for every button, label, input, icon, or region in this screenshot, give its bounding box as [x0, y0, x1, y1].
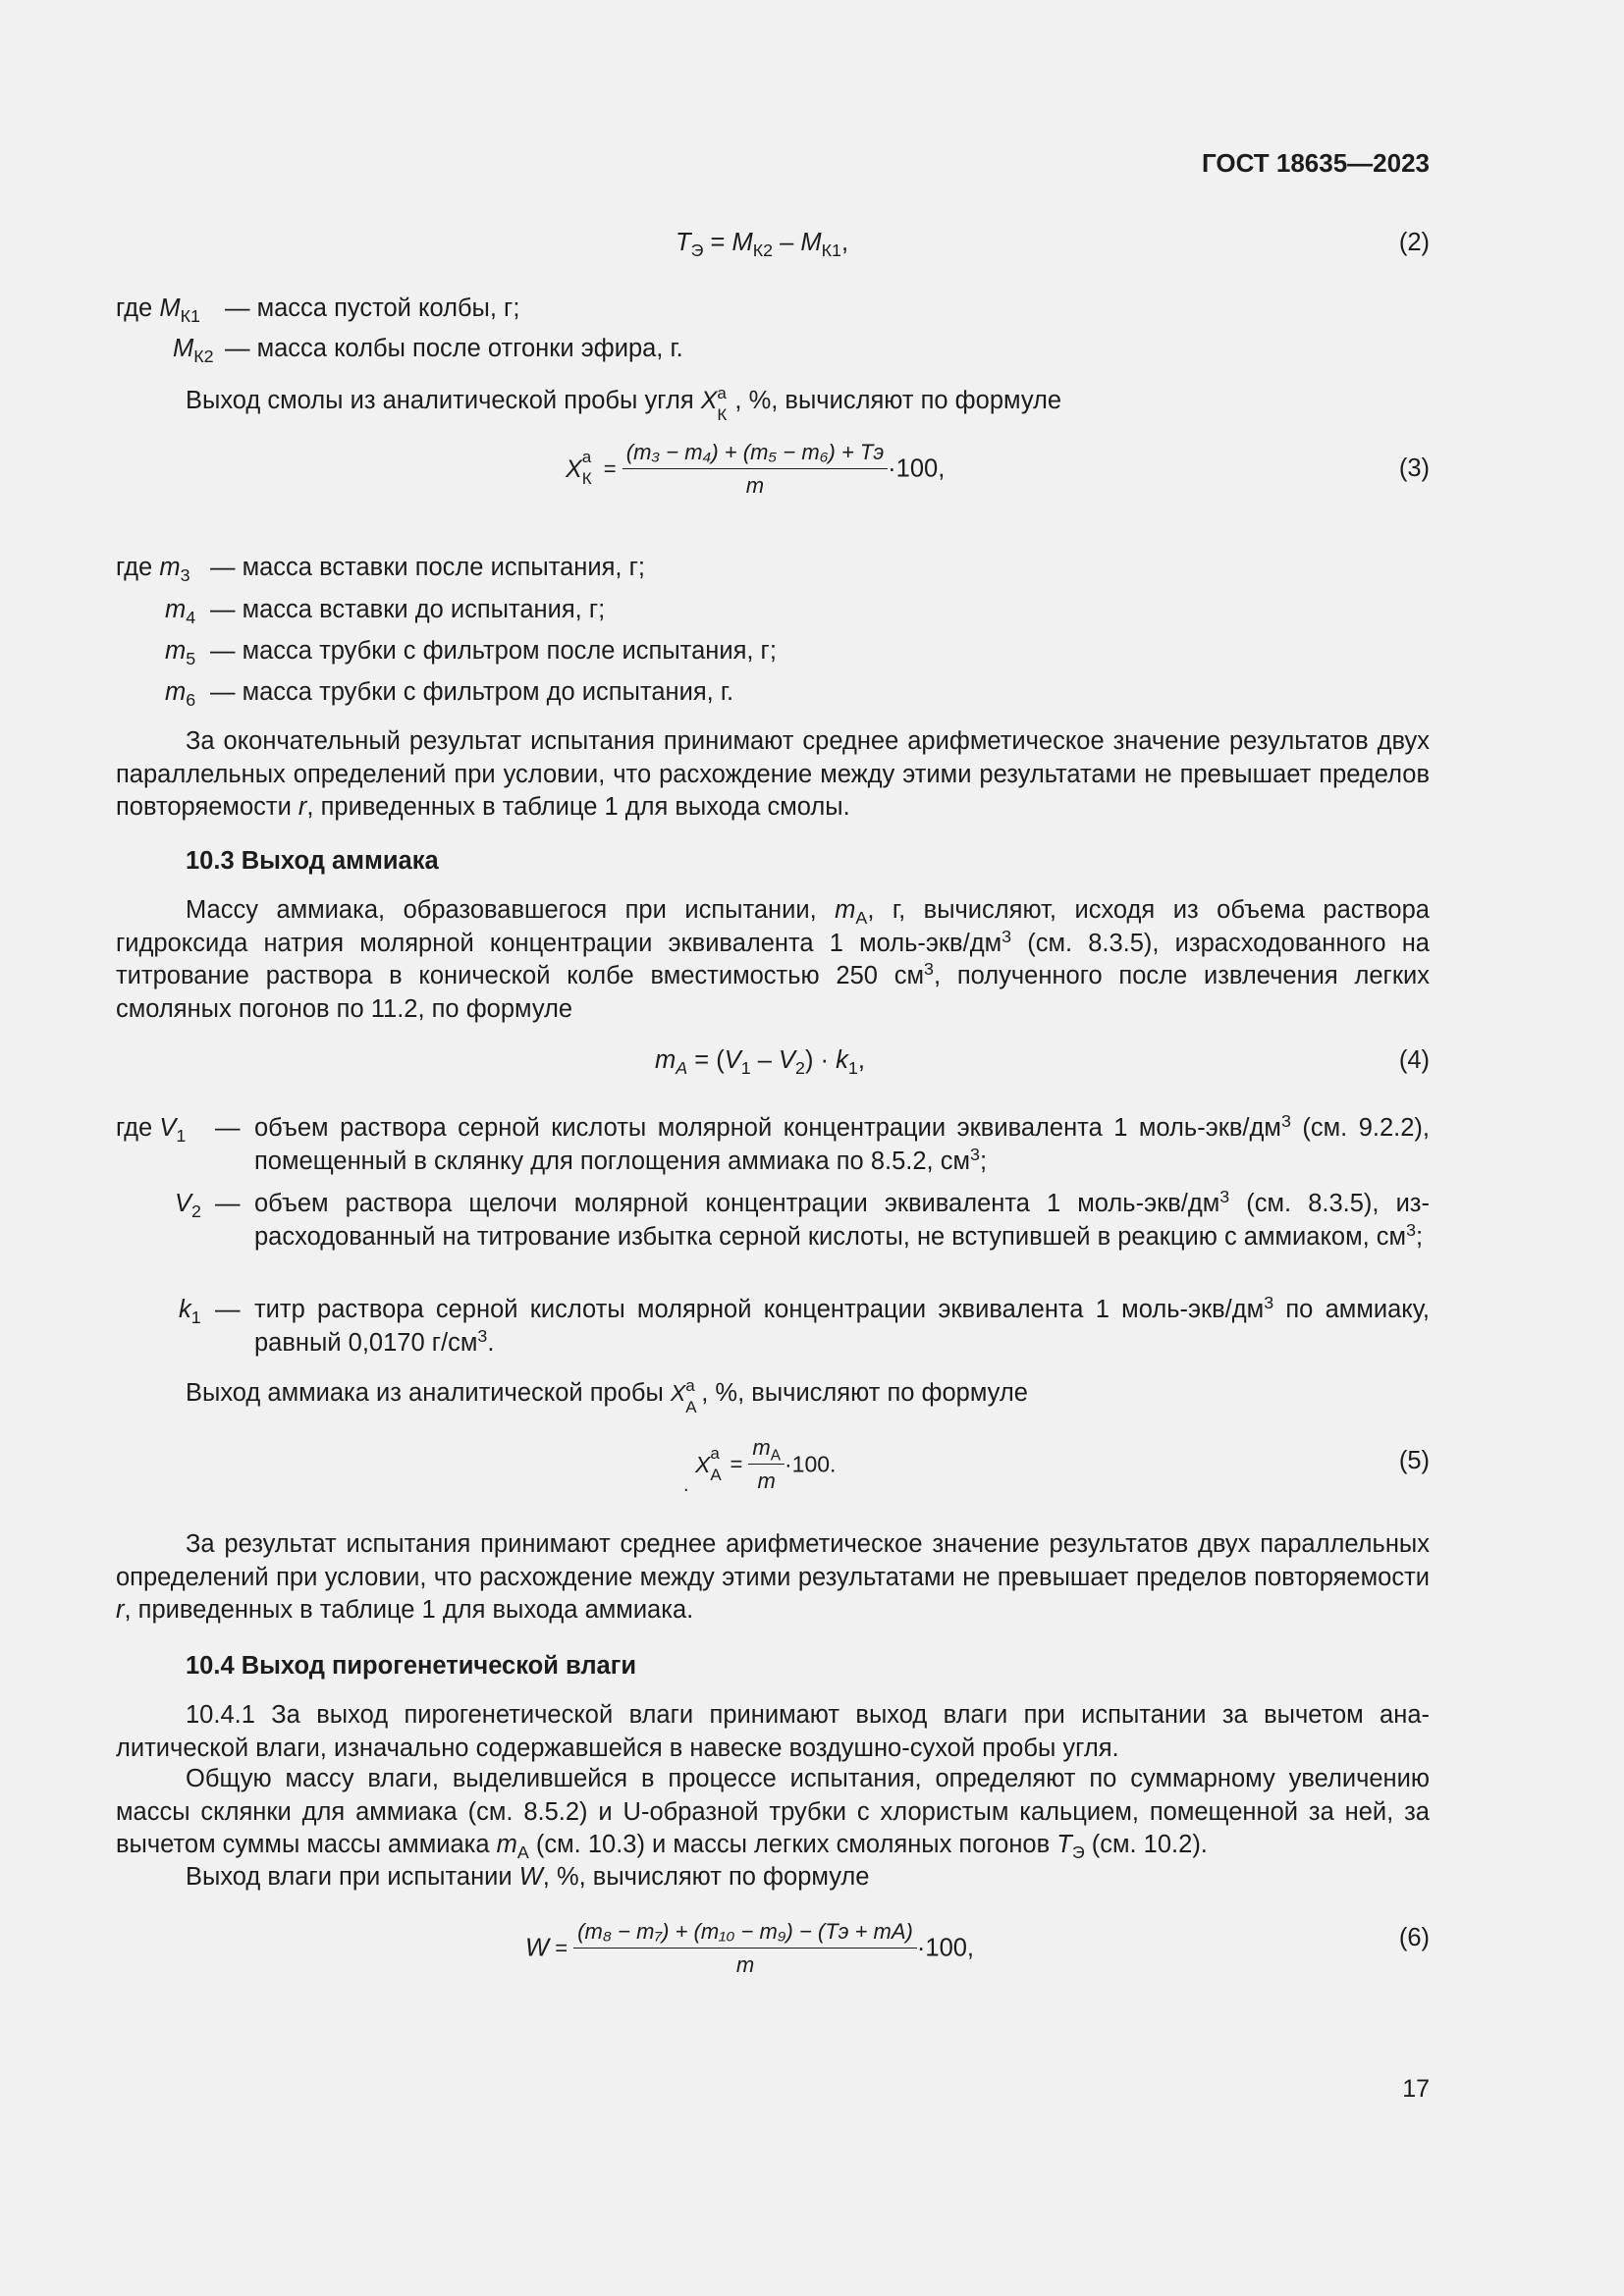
paragraph: За результат испытания принимают среднее арифметическое значение результатов двух параллельных определений при условии, что расхождение между этими результатами не превышает пределов повторяемости r, приведенных в таблице 1 для выхода аммиака. — [116, 1530, 1430, 1624]
where-item: $V_2$ — [175, 1190, 201, 1222]
paragraph: Общую массу влаги, выделившейся в процессе испытания, определяют по суммарному увеличению массы склянки для аммиака (см. 8.5.2) и U-образной трубки с хлористым кальцием, помещенной за ней, за вычетом суммы массы аммиака $m_A$ (см. 10.3) и массы легких смоляных погонов $T_Э$ (см. 10.2). — [116, 1765, 1430, 1863]
where-dash: — — [215, 1296, 241, 1323]
where-item-text: титр раствора серной кислоты молярной концентрации эквивалента 1 моль-$экв/дм^3$ по аммиаку, равный 0,0170 $г/см^3$. — [254, 1293, 1430, 1357]
where-dash: — — [215, 1114, 241, 1142]
equation-number-4: (4) — [1398, 1046, 1430, 1074]
paragraph: Массу аммиака, образовавшегося при испытании, $m_A$, г, вычисляют, исходя из объема раствора гидроксида натрия молярной концентрации эквивалента 1 моль-$экв/дм^3$ (см. 8.3.5), израсходованного на титрование раствора в конической колбе вместимостью 250 $см^3$, полученного после извлечения легких смоляных погонов по 11.2, по формуле — [116, 896, 1430, 1023]
paragraph: 10.4.1 За выход пирогенетической влаги принимают выход влаги при испытании за вычетом аналитической влаги, изначально содержавшейся в навеске воздушно-сухой пробы угля. — [116, 1701, 1430, 1762]
section-heading-10-3: 10.3 Выход аммиака — [186, 847, 439, 875]
stray-dot: . — [683, 1474, 689, 1496]
where-item: где $m_3$ — [116, 554, 190, 586]
where-item: где $V_1$ — [116, 1114, 187, 1147]
where-item-text: — масса вставки до испытания, г; — [210, 596, 606, 623]
where-item: $k_1$ — [179, 1296, 201, 1328]
equation-6: W = $\frac{\text{(m₈ − m₇) + (m₁₀ − m₉) − (Tэ + mA)}}{m}$ ·100, — [525, 1919, 975, 1977]
where-item: $m_5$ — [165, 637, 196, 669]
equation-2: $T_Э = M_{К2} - M_{К1}$, — [676, 229, 849, 261]
where-item-text: — масса пустой колбы, г; — [225, 294, 520, 322]
paragraph: Выход смолы из аналитической пробы угля X а К , %, вычисляют по формуле — [186, 384, 1062, 424]
equation-number-3: (3) — [1398, 454, 1430, 482]
where-item-text: — масса колбы после отгонки эфира, г. — [225, 335, 683, 362]
page-number: 17 — [1402, 2075, 1430, 2103]
where-item: $M_{К2}$ — [173, 335, 214, 367]
where-item-text: объем раствора щелочи молярной концентрации эквивалента 1 моль-$экв/дм^3$ (см. 8.3.5), израсходованный на титрование избытка серной кислоты, не вступившей в реакцию с аммиаком, $см^3$; — [254, 1187, 1431, 1251]
where-dash: — — [215, 1190, 241, 1217]
equation-number-2: (2) — [1398, 229, 1430, 256]
equation-number-5: (5) — [1398, 1447, 1430, 1474]
where-item-text: — масса трубки с фильтром до испытания, г. — [210, 678, 734, 706]
equation-number-6: (6) — [1398, 1924, 1430, 1951]
where-item: где $M_{К1}$ — [116, 294, 200, 327]
where-item-text: объем раствора серной кислоты молярной концентрации эквивалента 1 моль-$экв/дм^3$ (см. 9.2.2), помещенный в склянку для поглощения аммиака по 8.5.2, $см^3$; — [254, 1111, 1430, 1175]
paragraph: Выход аммиака из аналитической пробы X а A , %, вычисляют по формуле — [186, 1376, 1028, 1416]
equation-4: $m_A = (V_1 - V_2) \cdot k_1$, — [655, 1046, 865, 1079]
paragraph: За окончательный результат испытания принимают среднее арифметическое значение результатов двух параллельных определений при условии, что расхождение между этими результатами не превышает пределов повторяемости r, приведенных в таблице 1 для выхода смолы. — [116, 727, 1430, 821]
where-item: $m_6$ — [165, 678, 196, 711]
where-item-text: — масса трубки с фильтром после испытания, г; — [210, 637, 777, 665]
document-header: ГОСТ 18635—2023 — [1202, 148, 1430, 178]
equation-5: X а A = $\frac{m_A}{m}$ ·100. — [695, 1435, 837, 1493]
where-item: $m_4$ — [165, 596, 196, 628]
equation-3: X а К = $\frac{\text{(m₃ − m₄) + (m₅ − m₆) + Tэ}}{m}$ ·100, — [566, 440, 946, 498]
where-item-text: — масса вставки после испытания, г; — [210, 554, 645, 581]
paragraph: Выход влаги при испытании W, %, вычисляют по формуле — [186, 1863, 870, 1891]
section-heading-10-4: 10.4 Выход пирогенетической влаги — [186, 1652, 637, 1680]
